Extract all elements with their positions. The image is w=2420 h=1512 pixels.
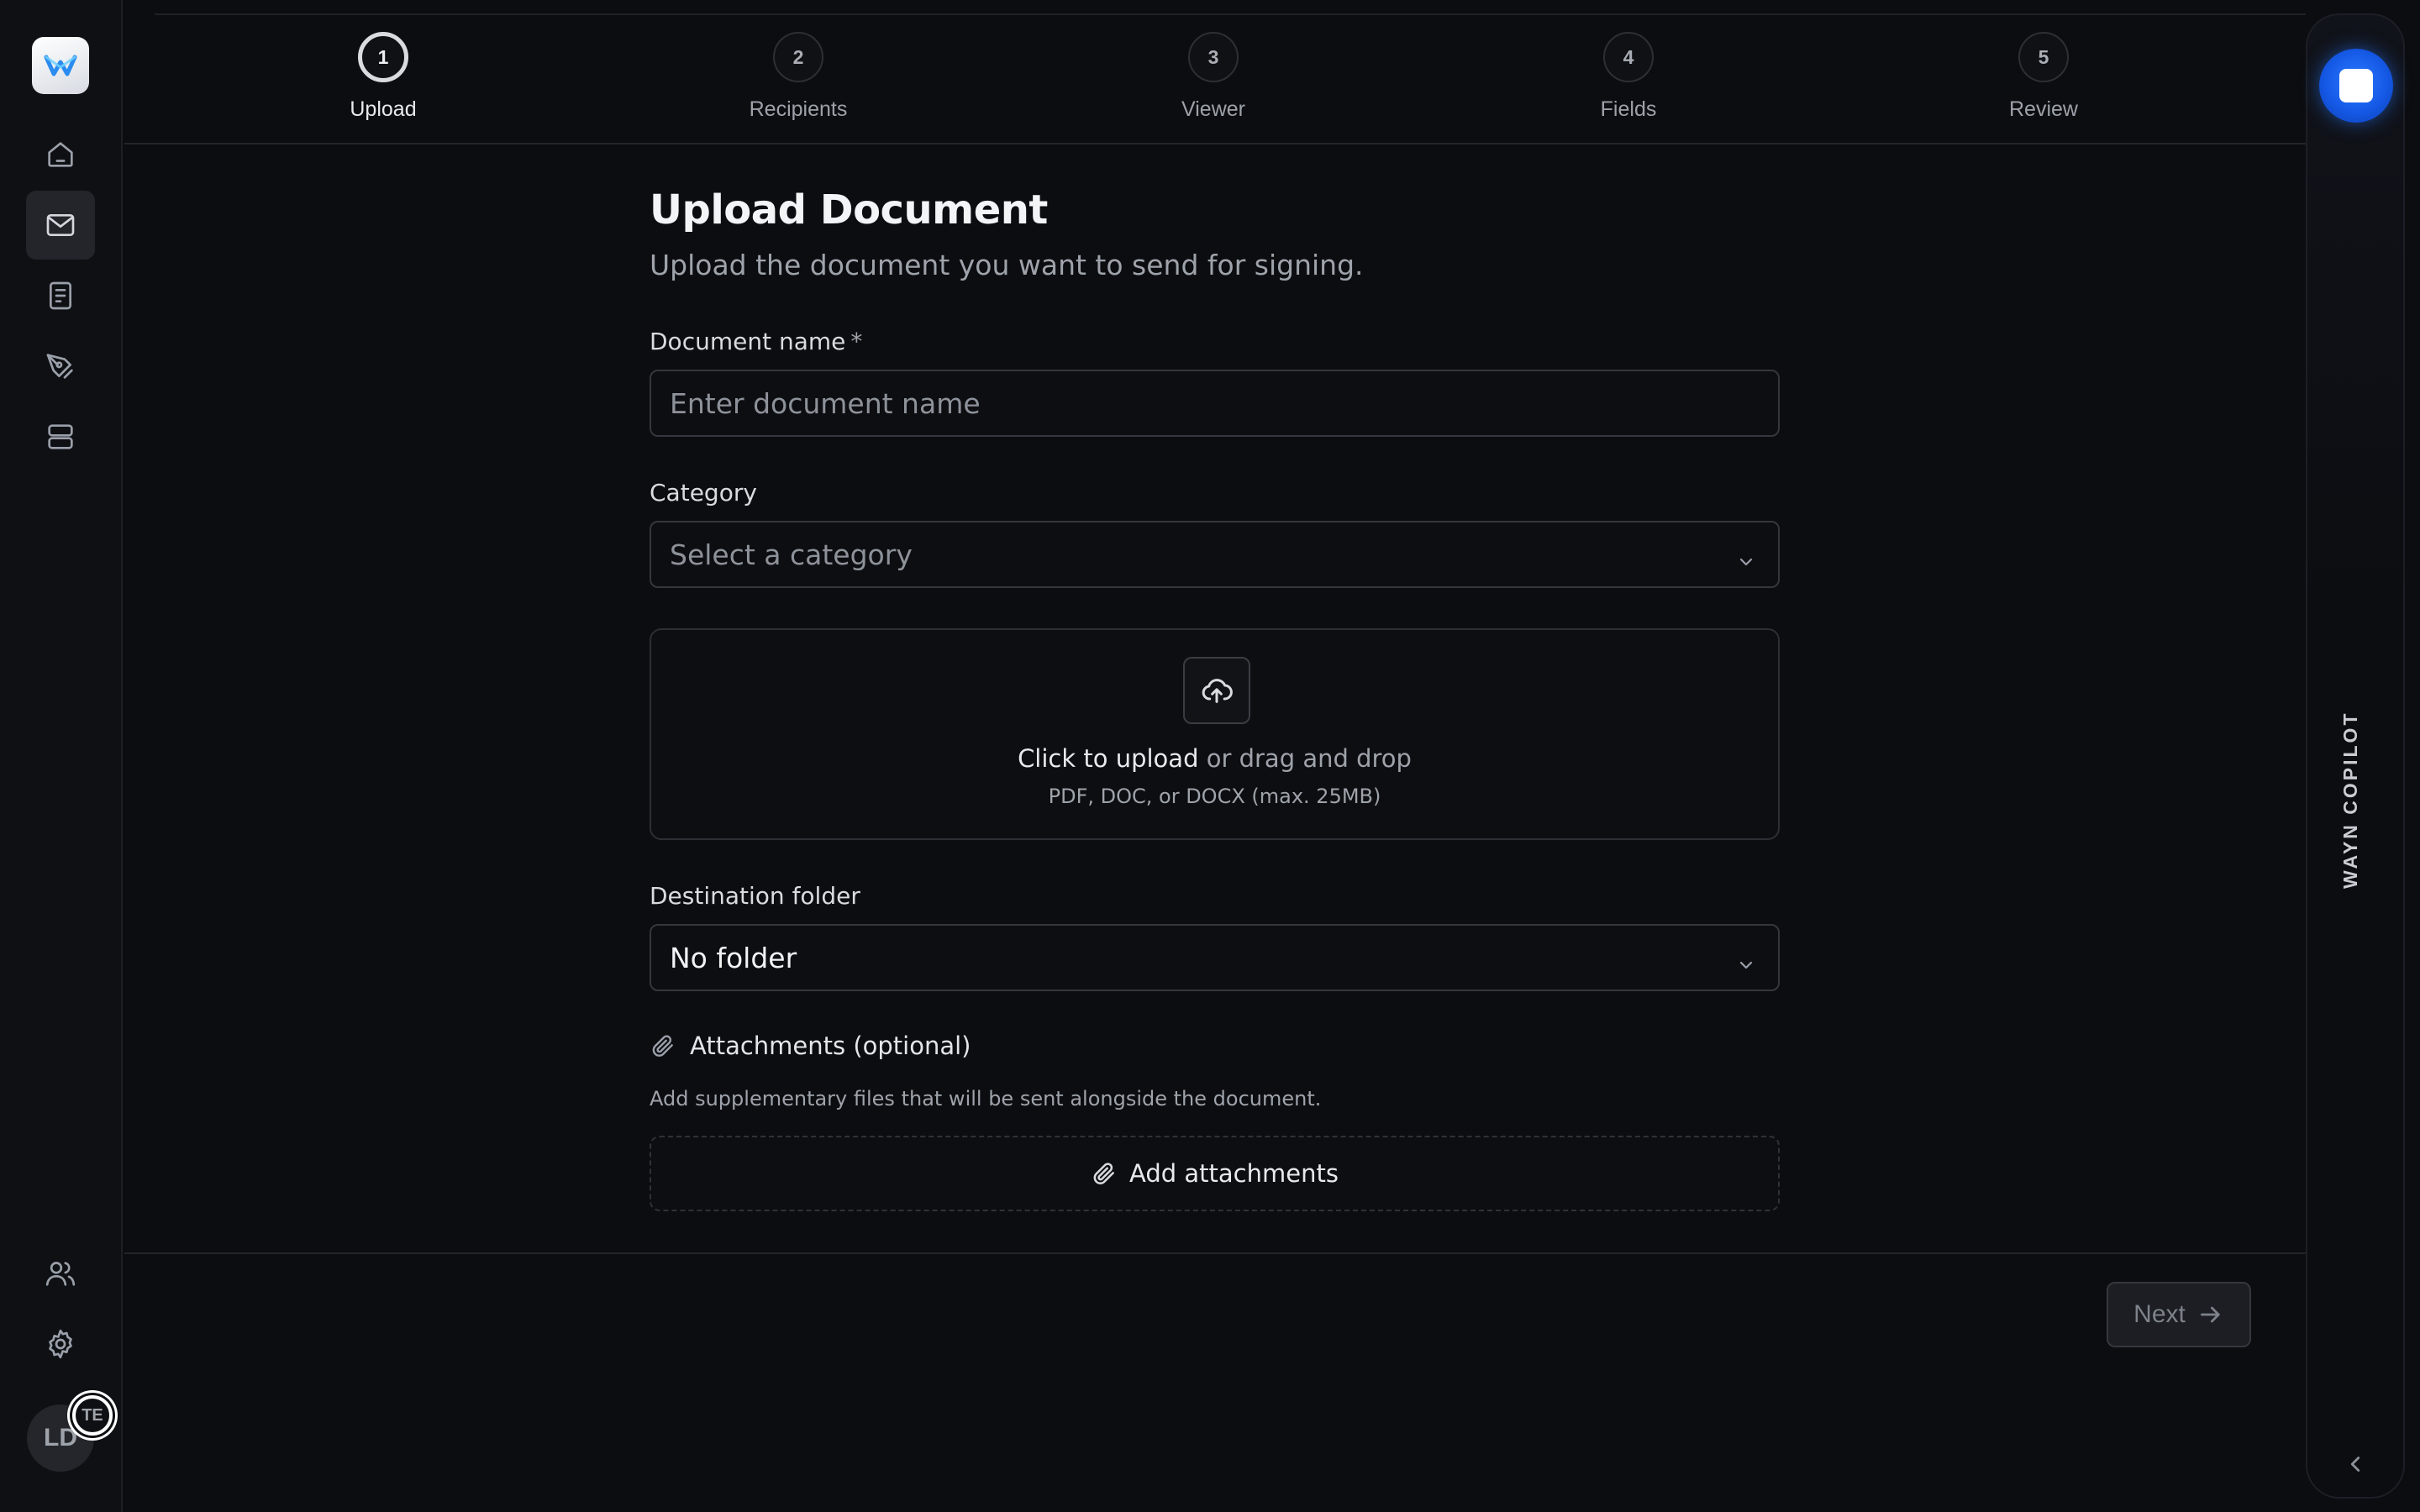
dropzone-text [651, 744, 1778, 773]
step-number: 1 [358, 32, 408, 82]
sidebar-item-settings[interactable] [26, 1310, 95, 1378]
step-viewer[interactable] [1113, 32, 1314, 122]
step-number: 4 [1603, 32, 1654, 82]
step-review[interactable] [1943, 32, 2144, 122]
sidebar-item-documents[interactable] [26, 261, 95, 330]
add-attachments-label: Add attachments [1129, 1159, 1339, 1188]
page-title: Upload Document [650, 186, 1048, 234]
attachments-title: Attachments (optional) [690, 1032, 971, 1060]
next-button[interactable] [2107, 1282, 2251, 1347]
sidebar [0, 0, 123, 1512]
server-icon [44, 420, 77, 454]
category-placeholder: Select a category [670, 538, 913, 571]
stop-icon [2339, 69, 2373, 102]
arrow-right-icon [2197, 1301, 2224, 1328]
step-label: Review [2009, 97, 2078, 121]
step-number: 5 [2018, 32, 2069, 82]
document-name-label [650, 328, 862, 355]
file-type-hint: PDF, DOC, or DOCX (max. 25MB) [1048, 785, 1381, 808]
destination-folder-value: No folder [670, 941, 797, 974]
users-icon [44, 1257, 77, 1290]
file-dropzone[interactable] [650, 628, 1780, 840]
category-label: Category [650, 479, 757, 507]
chevron-left-icon [2343, 1452, 2368, 1477]
step-number: 3 [1188, 32, 1239, 82]
copilot-panel [2306, 13, 2405, 1499]
workspace-badge-initials: TE [82, 1405, 103, 1425]
document-name-placeholder: Enter document name [670, 386, 981, 420]
click-to-upload-link[interactable]: Click to upload [1018, 744, 1199, 773]
avatar-initials: LD [44, 1424, 77, 1452]
step-upload[interactable] [282, 32, 484, 122]
step-number: 2 [773, 32, 823, 82]
page-subtitle: Upload the document you want to send for signing. [650, 249, 1364, 281]
required-mark: * [850, 328, 863, 355]
next-label: Next [2133, 1300, 2186, 1328]
attachments-header [650, 1032, 971, 1060]
document-name-label-text: Document name [650, 328, 846, 355]
upload-icon-box [1183, 657, 1250, 724]
app-logo[interactable] [32, 37, 89, 94]
step-label: Recipients [749, 97, 848, 121]
destination-folder-select[interactable] [650, 924, 1780, 991]
paperclip-icon [1091, 1160, 1118, 1187]
step-label: Upload [350, 97, 417, 121]
gear-icon [44, 1327, 77, 1361]
category-select[interactable] [650, 521, 1780, 588]
cloud-upload-icon [1200, 674, 1234, 707]
drag-drop-text: or drag and drop [1206, 744, 1412, 773]
paperclip-icon [650, 1032, 676, 1059]
logo-icon [42, 47, 79, 84]
document-name-input[interactable] [650, 370, 1780, 437]
collapse-panel-button[interactable] [2343, 1452, 2368, 1477]
sidebar-item-storage[interactable] [26, 402, 95, 471]
copilot-launch-button[interactable] [2319, 49, 2393, 123]
step-label: Viewer [1181, 97, 1245, 121]
footer-divider [124, 1252, 2306, 1254]
step-fields[interactable] [1528, 32, 1729, 122]
sidebar-item-home[interactable] [26, 120, 95, 189]
destination-folder-label: Destination folder [650, 882, 860, 910]
workspace-badge[interactable] [72, 1395, 113, 1436]
step-progress [124, 0, 2306, 144]
pen-tool-icon [44, 349, 77, 383]
sidebar-item-contacts[interactable] [26, 1239, 95, 1308]
add-attachments-button[interactable] [650, 1136, 1780, 1211]
attachments-description: Add supplementary files that will be sent alongside the document. [650, 1087, 1322, 1110]
sidebar-item-envelopes[interactable] [26, 191, 95, 260]
home-icon [44, 138, 77, 171]
sidebar-item-sign[interactable] [26, 332, 95, 401]
chevron-down-icon [1736, 949, 1756, 969]
step-recipients[interactable] [697, 32, 899, 122]
mail-icon [44, 208, 77, 242]
step-label: Fields [1600, 97, 1657, 121]
copilot-label: WAYN COPILOT [2339, 711, 2361, 889]
chevron-down-icon [1736, 546, 1756, 566]
document-icon [44, 279, 77, 312]
